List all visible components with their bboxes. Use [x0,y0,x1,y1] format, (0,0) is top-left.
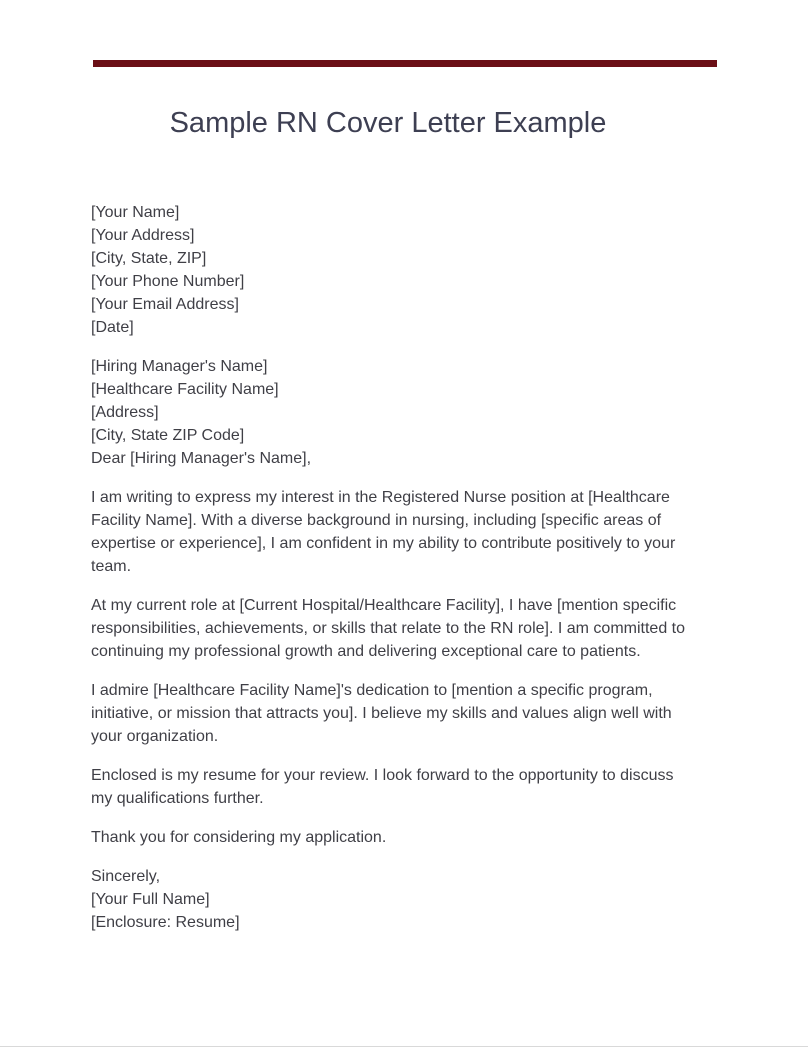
body-paragraph-4: Enclosed is my resume for your review. I look forward to the opportunity to discuss my qualifications further. [91,767,674,807]
page-title: Sample RN Cover Letter Example [169,107,607,139]
salutation: Dear [Hiring Manager's Name], [91,450,312,467]
signature-name: [Your Full Name] [91,891,210,908]
recipient-name: [Hiring Manager's Name] [91,358,268,375]
sender-email: [Your Email Address] [91,296,239,313]
body-paragraph-5: Thank you for considering my application. [91,829,387,846]
body-paragraph-3: I admire [Healthcare Facility Name]'s dedication to [mention a specific program, initiative, or mission that attracts you]. I believe my skills and values align well with your organization. [91,682,672,745]
page-bottom-divider [0,1046,808,1047]
recipient-address: [Address] [91,404,159,421]
body-paragraph-2: At my current role at [Current Hospital/Healthcare Facility], I have [mention specific responsibilities, achievements, or skills that relate to the RN role]. I am committed to continuing my professional growth and delivering exceptional care to patients. [91,597,686,660]
sender-name: [Your Name] [91,204,180,221]
header-rule [93,60,717,67]
recipient-address-block [91,355,691,470]
recipient-facility: [Healthcare Facility Name] [91,381,279,398]
closing-block [91,865,691,934]
sender-address-block [91,201,691,339]
recipient-city-state-zip: [City, State ZIP Code] [91,427,245,444]
enclosure-note: [Enclosure: Resume] [91,914,240,931]
closing-valediction: Sincerely, [91,868,161,885]
sender-phone: [Your Phone Number] [91,273,245,290]
sender-address: [Your Address] [91,227,195,244]
letter-date: [Date] [91,319,134,336]
sender-city-state-zip: [City, State, ZIP] [91,250,207,267]
body-paragraph-1: I am writing to express my interest in the Registered Nurse position at [Healthcare Facility Name]. With a diverse background in nursing, including [specific areas of expertise or experience], I am confident in my ability to contribute positively to your team. [91,489,676,575]
letter-body [91,201,691,950]
